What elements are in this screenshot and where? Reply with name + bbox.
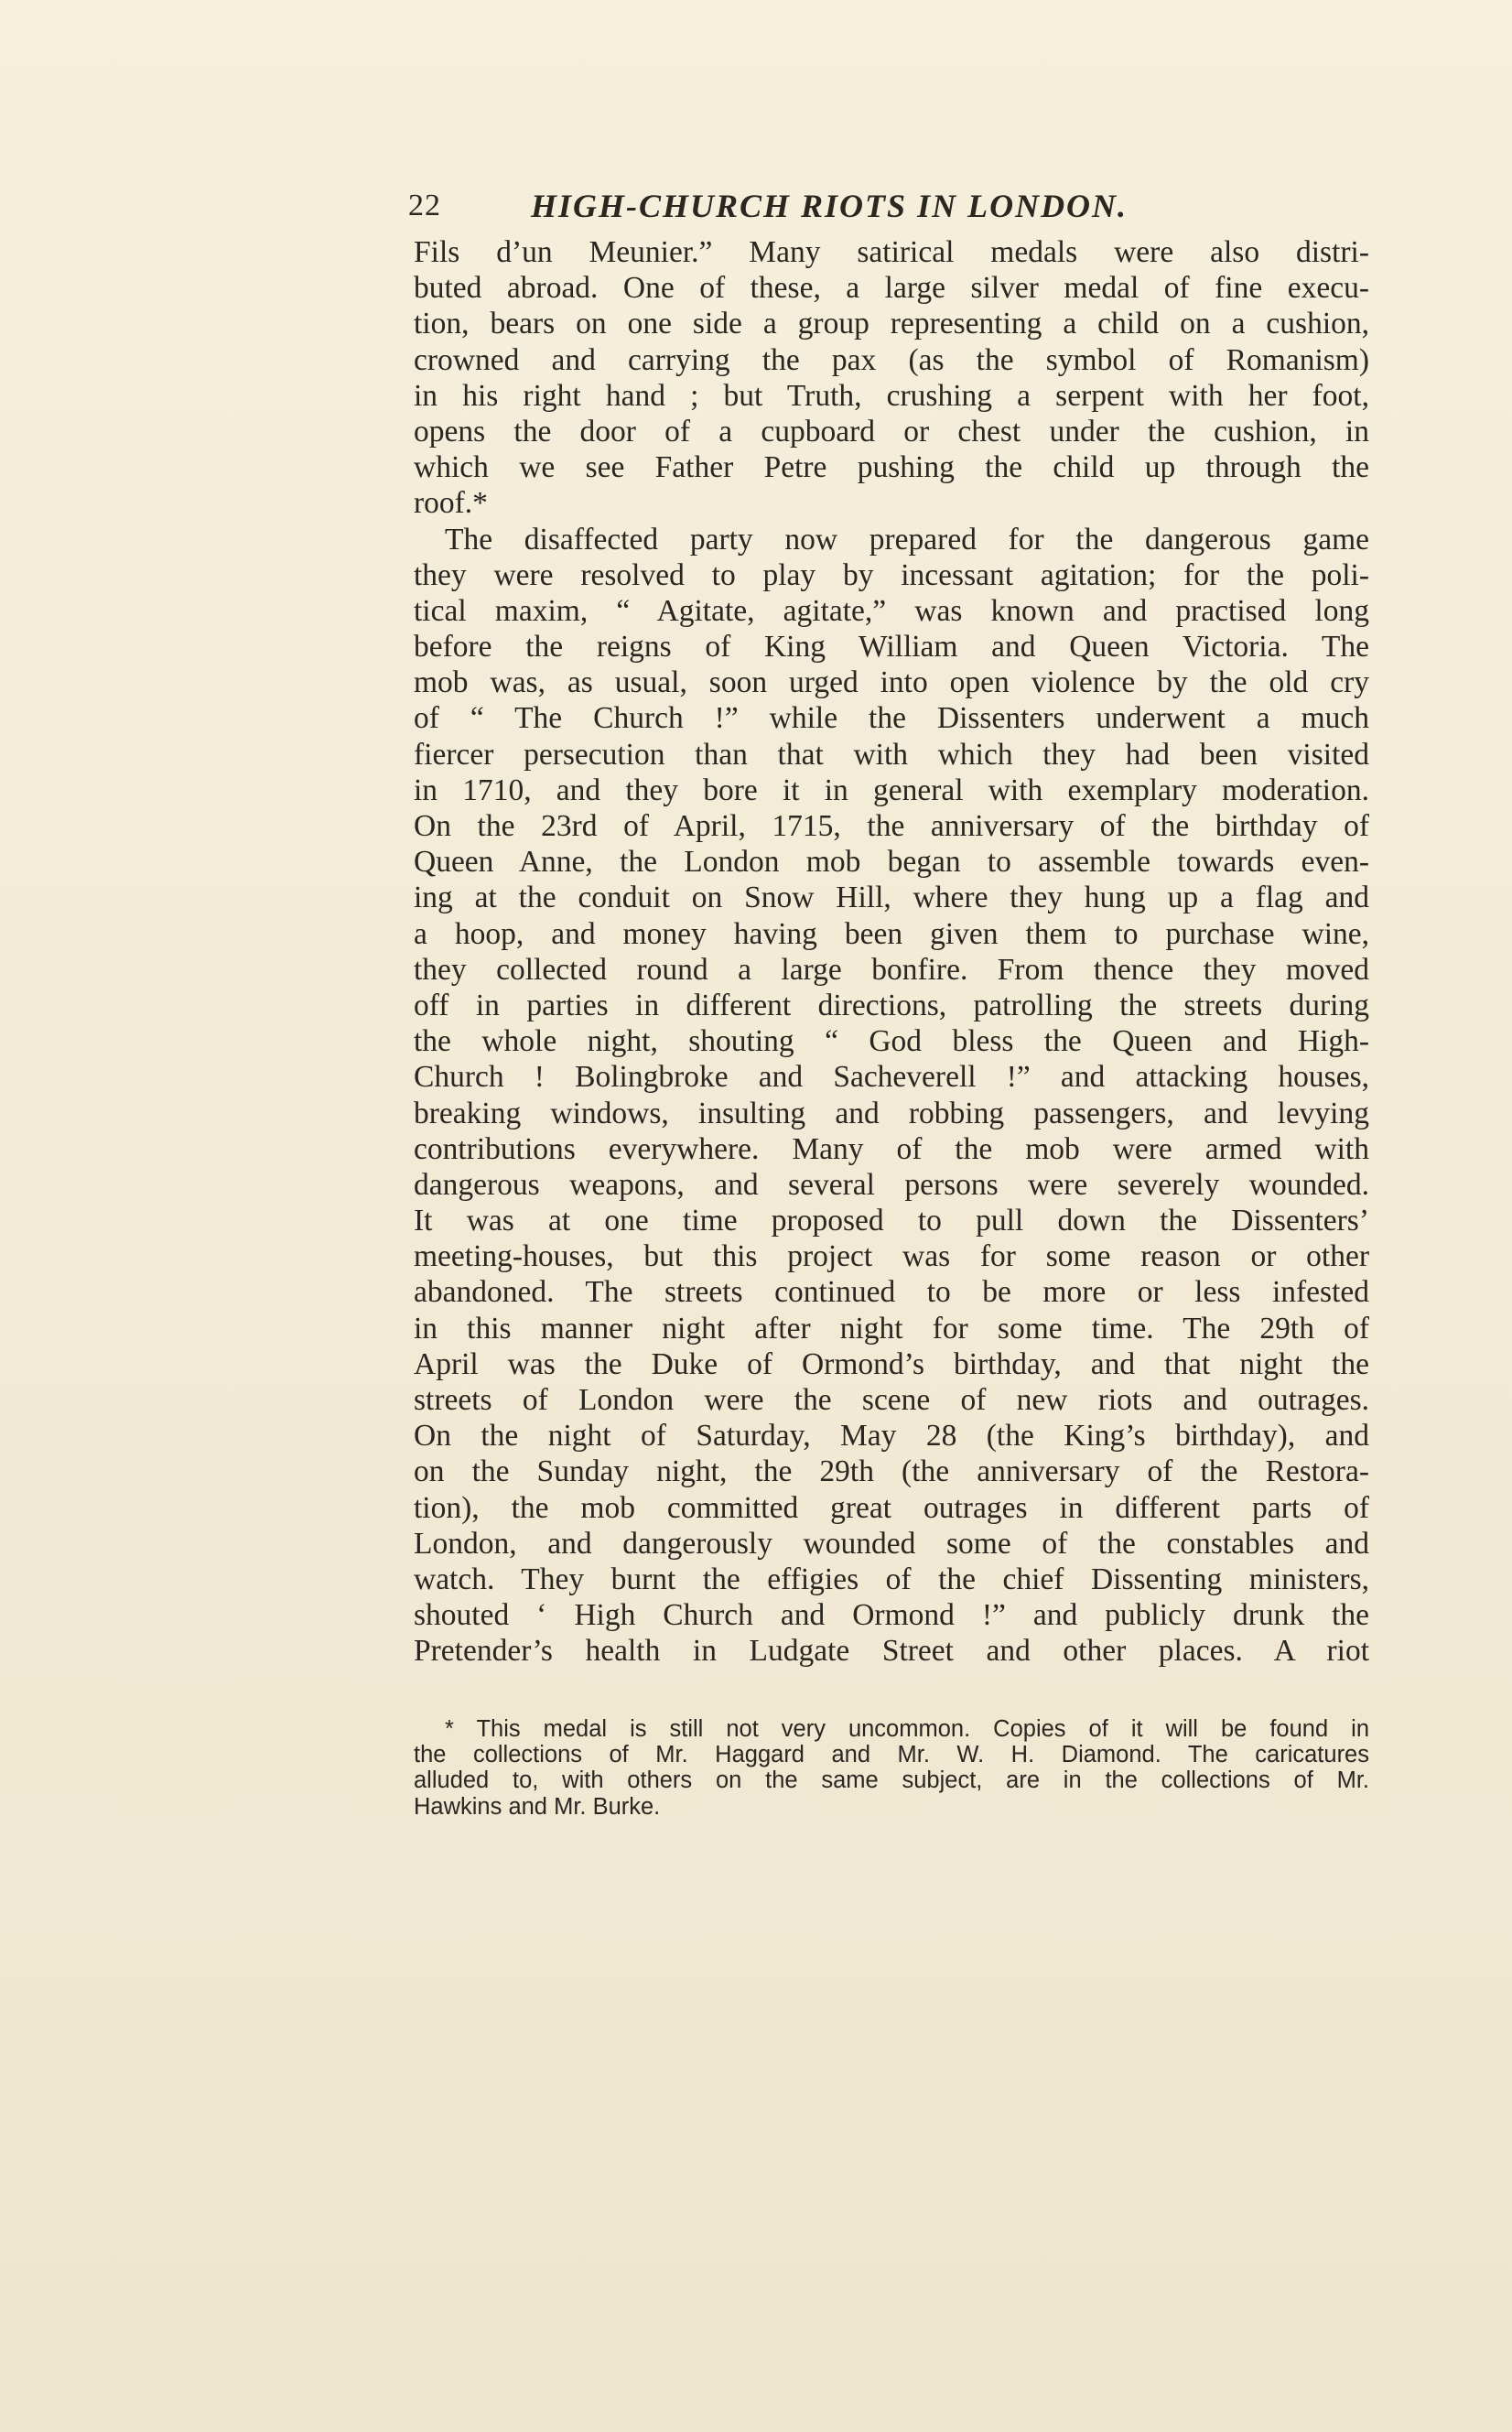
main-text — [414, 234, 1369, 1670]
text-line: dangerous weapons, and several persons were severely wounded. — [414, 1167, 1369, 1202]
text-line: a hoop, and money having been given them to purchase wine, — [414, 916, 1369, 951]
text-line: meeting-houses, but this project was for some reason or other — [414, 1239, 1369, 1274]
text-line: they collected round a large bonfire. From thence they moved — [414, 952, 1369, 987]
text-line: opens the door of a cupboard or chest under the cushion, in — [414, 414, 1369, 449]
text-line: in this manner night after night for some time. The 29th of — [414, 1311, 1369, 1346]
text-line: breaking windows, insulting and robbing passengers, and levying — [414, 1096, 1369, 1130]
text-line: watch. They burnt the effigies of the chief Dissenting ministers, — [414, 1562, 1369, 1596]
text-line: crowned and carrying the pax (as the symbol of Romanism) — [414, 342, 1369, 377]
text-line: ing at the conduit on Snow Hill, where they hung up a flag and — [414, 881, 1369, 915]
text-line: which we see Father Petre pushing the child up through the — [414, 450, 1369, 485]
text-line: the whole night, shouting “ God bless the Queen and High- — [414, 1024, 1369, 1059]
page-number: 22 — [408, 189, 441, 222]
text-line: The disaffected party now prepared for the dangerous game — [445, 522, 1369, 557]
text-line: roof.* — [414, 486, 488, 521]
text-line: buted abroad. One of these, a large silver medal of fine execu- — [414, 271, 1369, 306]
text-line: tion), the mob committed great outrages in different parts of — [414, 1490, 1369, 1525]
footnote — [414, 1716, 1369, 1820]
text-line: London, and dangerously wounded some of the constables and — [414, 1526, 1369, 1561]
footnote-line: Hawkins and Mr. Burke. — [414, 1793, 661, 1820]
text-line: April was the Duke of Ormond’s birthday, and that night the — [414, 1346, 1369, 1381]
footnote-line: alluded to, with others on the same subject, are in the collections of Mr. — [414, 1767, 1369, 1794]
page-header — [408, 183, 1278, 229]
text-line: Pretender’s health in Ludgate Street and other places. A riot — [414, 1634, 1369, 1669]
text-line: abandoned. The streets continued to be more or less infested — [414, 1275, 1369, 1310]
text-line: in 1710, and they bore it in general with exemplary moderation. — [414, 773, 1369, 807]
text-line: shouted ‘ High Church and Ormond !” and publicly drunk the — [414, 1598, 1369, 1633]
text-line: On the night of Saturday, May 28 (the King’s birthday), and — [414, 1419, 1369, 1454]
text-line: On the 23rd of April, 1715, the anniversary of the birthday of — [414, 809, 1369, 843]
text-line: before the reigns of King William and Queen Victoria. The — [414, 630, 1369, 665]
text-line: they were resolved to play by incessant agitation; for the poli- — [414, 557, 1369, 592]
text-line: streets of London were the scene of new riots and outrages. — [414, 1383, 1369, 1417]
text-line: of “ The Church !” while the Dissenters underwent a much — [414, 701, 1369, 736]
text-line: contributions everywhere. Many of the mob were armed with — [414, 1131, 1369, 1166]
text-line: off in parties in different directions, patrolling the streets during — [414, 988, 1369, 1022]
footnote-line: the collections of Mr. Haggard and Mr. W. H. Diamond. The caricatures — [414, 1742, 1369, 1768]
text-line: Queen Anne, the London mob began to assemble towards even- — [414, 845, 1369, 880]
running-title: HIGH-CHURCH RIOTS IN LONDON. — [531, 188, 1129, 224]
text-line: It was at one time proposed to pull down the Dissenters’ — [414, 1204, 1369, 1238]
text-line: fiercer persecution than that with which they had been visited — [414, 737, 1369, 772]
text-line: on the Sunday night, the 29th (the anniversary of the Restora- — [414, 1454, 1369, 1489]
text-line: tion, bears on one side a group representing a child on a cushion, — [414, 307, 1369, 341]
text-line: Church ! Bolingbroke and Sacheverell !” and attacking houses, — [414, 1060, 1369, 1095]
text-line: in his right hand ; but Truth, crushing a serpent with her foot, — [414, 378, 1369, 413]
text-line: mob was, as usual, soon urged into open violence by the old cry — [414, 665, 1369, 700]
text-line: Fils d’un Meunier.” Many satirical medals were also distri- — [414, 235, 1369, 269]
footnote-line: * This medal is still not very uncommon. Copies of it will be found in — [445, 1716, 1369, 1742]
text-line: tical maxim, “ Agitate, agitate,” was known and practised long — [414, 593, 1369, 628]
